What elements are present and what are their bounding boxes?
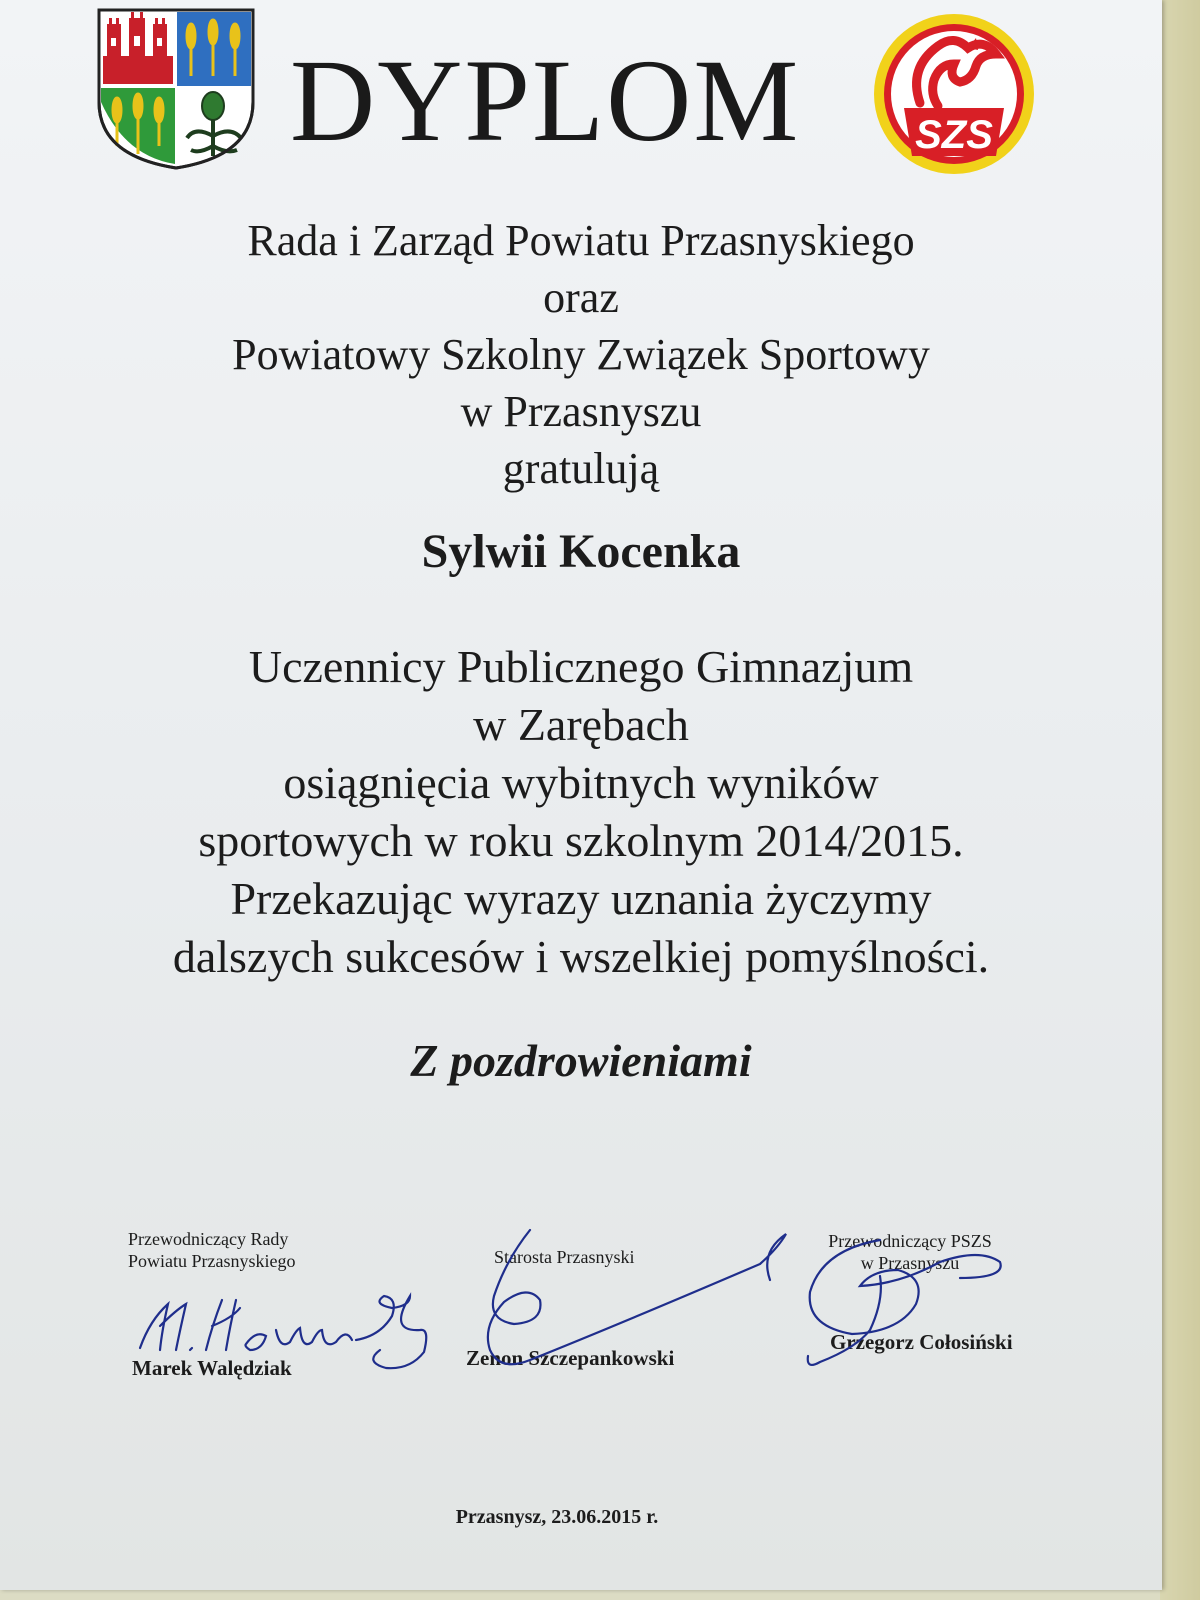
- opening-line: w Przasnyszu: [460, 387, 702, 436]
- signatory-block-chairman-council: [128, 1228, 295, 1272]
- message-line: w Zarębach: [473, 699, 689, 750]
- signatory-role: Starosta Przasnyski: [494, 1247, 635, 1267]
- message-block: [0, 638, 1162, 986]
- signatory-name: Grzegorz Cołosiński: [830, 1330, 1013, 1354]
- background-wall: [1160, 0, 1200, 1600]
- message-line: osiągnięcia wybitnych wyników: [283, 757, 879, 808]
- message-line: Przekazując wyrazy uznania życzymy: [230, 873, 932, 924]
- szs-logo: [868, 8, 1040, 180]
- opening-line: oraz: [543, 273, 619, 322]
- szs-logo-text: SZS: [915, 113, 993, 157]
- coat-of-arms-logo: [95, 6, 257, 170]
- signatory-role: w Przasnyszu: [860, 1253, 960, 1273]
- signatory-role: Powiatu Przasnyskiego: [128, 1251, 296, 1271]
- opening-line: Powiatowy Szkolny Związek Sportowy: [232, 330, 930, 379]
- message-line: dalszych sukcesów i wszelkiej pomyślności.: [172, 931, 990, 982]
- message-line: sportowych w roku szkolnym 2014/2015.: [198, 815, 964, 866]
- message-line: Uczennicy Publicznego Gimnazjum: [248, 641, 914, 692]
- signatory-block-pszs: [810, 1230, 1010, 1274]
- opening-line: gratulują: [502, 444, 660, 493]
- recipient-name: Sylwii Kocenka: [421, 525, 741, 578]
- signatory-role: Przewodniczący PSZS: [828, 1231, 992, 1251]
- opening-line: Rada i Zarząd Powiatu Przasnyskiego: [247, 216, 915, 265]
- opening-block: [0, 212, 1162, 497]
- signatory-name: Marek Walędziak: [132, 1356, 292, 1380]
- signatory-role: Przewodniczący Rady: [128, 1229, 289, 1249]
- diploma-title: DYPLOM: [290, 35, 801, 166]
- place-and-date: Przasnysz, 23.06.2015 r.: [455, 1506, 659, 1528]
- closing-greeting: Z pozdrowieniami: [410, 1035, 752, 1086]
- signatory-name: Zenon Szczepankowski: [466, 1346, 675, 1370]
